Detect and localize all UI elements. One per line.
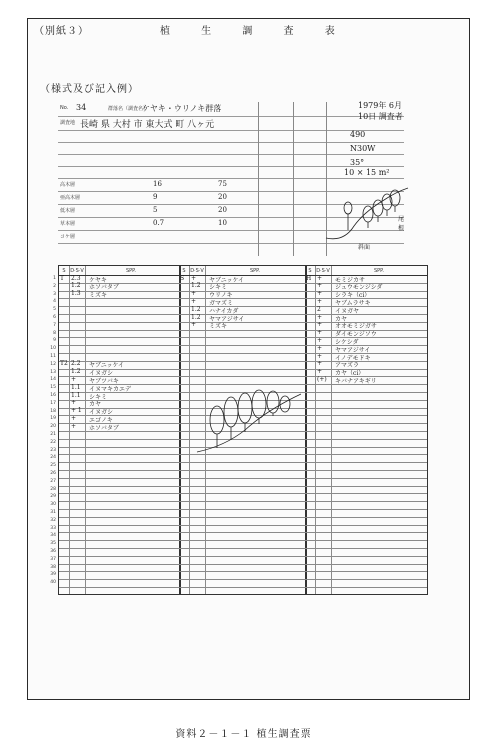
dominance-sociability: + [317, 290, 323, 298]
row-number: 22 [50, 439, 56, 445]
species-name: カヤ [335, 315, 348, 323]
row-number: 16 [50, 393, 56, 398]
species-name: ヤブムラサキ [335, 299, 371, 307]
survey-form-header [58, 102, 404, 256]
species-name: アマズラ [335, 362, 360, 370]
community-value: ケヤキ・ウリノキ群落 [142, 104, 222, 113]
row-number: 8 [53, 330, 56, 336]
table-row-line [59, 306, 427, 307]
row-number: 24 [50, 455, 56, 461]
species-name: ホソバタブ [89, 424, 119, 432]
row-number: 2 [53, 283, 56, 289]
column-header: SPP. [373, 268, 384, 274]
species-name: イヌガヤ [335, 307, 360, 315]
species-name: イヌマキカエデ [89, 385, 132, 393]
canopy-sketch [195, 380, 305, 460]
species-name: カヤ（ci） [335, 370, 365, 378]
row-number: 32 [50, 517, 56, 523]
dominance-sociability: 1.3 [71, 290, 81, 298]
row-number: 13 [50, 369, 56, 375]
no-label: No. [60, 105, 69, 111]
dominance-sociability: + [191, 290, 197, 298]
row-number: 31 [50, 510, 56, 515]
grid-col-line [305, 266, 307, 594]
dominance-sociability: + [317, 313, 323, 321]
column-header: D·S·V [190, 268, 204, 274]
dominance-sociability: + [317, 344, 323, 352]
grid-col-line [85, 266, 86, 594]
dominance-sociability: + [317, 352, 323, 360]
row-number: 10 [50, 346, 56, 352]
subheading: （様式及び記入例） [40, 84, 139, 95]
layer-height: 9 [153, 193, 158, 201]
dominance-sociability: + [71, 414, 77, 422]
species-name: シキミ [89, 393, 108, 401]
layer-height: 0.7 [153, 219, 165, 227]
species-name: イノデモドキ [335, 354, 371, 362]
row-number: 18 [50, 408, 56, 414]
dominance-sociability: + [317, 282, 323, 290]
species-name: キバナアキギリ [335, 377, 377, 385]
layer-name: コケ層 [60, 234, 76, 240]
row-number: 40 [50, 580, 56, 586]
table-row-line [59, 548, 427, 549]
dominance-sociability: 1.2 [71, 282, 81, 290]
slope-aspect-value: N30W [350, 144, 376, 153]
row-number: 34 [50, 533, 56, 539]
species-name: イヌガシ [89, 409, 114, 417]
row-number: 35 [50, 541, 56, 547]
column-header: SPP. [249, 268, 260, 274]
no-value: 34 [76, 103, 87, 112]
dominance-sociability: 2.3 [71, 274, 81, 282]
dominance-sociability: + [191, 297, 197, 305]
table-row-line [59, 532, 427, 533]
dominance-sociability: 1.1 [71, 383, 81, 391]
table-row-line [59, 470, 427, 471]
table-row-line [59, 571, 427, 572]
row-number: 14 [50, 377, 56, 383]
species-name: ダイモンジソウ [335, 331, 377, 339]
dominance-sociability: 2 [317, 305, 321, 313]
row-number: 11 [50, 354, 56, 359]
species-name: オオモミジガサ [335, 323, 377, 331]
form-row-number [58, 102, 404, 117]
stratum: T [60, 274, 65, 282]
row-number: 36 [50, 549, 56, 554]
column-header: S [308, 268, 312, 274]
grid-col-line [189, 266, 190, 594]
dominance-sociability: + [317, 329, 323, 337]
table-row-line [59, 493, 427, 494]
species-name: ミズキ [209, 323, 228, 331]
label-slope: 斜面 [358, 244, 371, 251]
layer-coverage: 20 [218, 193, 227, 201]
column-header: S [62, 268, 66, 274]
row-number: 23 [50, 447, 56, 453]
table-row-line [59, 587, 427, 588]
place-label: 調査地 [60, 120, 76, 126]
dominance-sociability: + [71, 399, 77, 407]
dominance-sociability: + [317, 360, 323, 368]
table-row-line [59, 517, 427, 518]
stratum: S [180, 274, 185, 282]
row-number: 25 [50, 463, 56, 469]
species-name: ジュウモンジシダ [335, 284, 383, 292]
table-row-line [59, 556, 427, 557]
species-name: ハナイカダ [209, 307, 239, 315]
form-row-place [58, 116, 404, 131]
row-number: 17 [50, 400, 56, 406]
stratum: T2 [60, 360, 68, 368]
table-row-line [59, 478, 427, 479]
table-row-line [59, 345, 427, 346]
slope-degree-value: 35° [350, 158, 365, 167]
table-row-line [59, 298, 427, 299]
row-number: 30 [50, 502, 56, 508]
area-value: 10 × 15 m² [344, 168, 390, 177]
dominance-sociability: + [317, 274, 323, 282]
species-name: イヌガシ [89, 370, 114, 378]
dominance-sociability: 1.2 [71, 368, 81, 376]
dominance-sociability: + [317, 321, 323, 329]
dominance-sociability: + [71, 375, 77, 383]
species-name: ウリノキ [209, 292, 233, 300]
species-name: ケヤキ [89, 276, 107, 284]
row-number: 4 [53, 299, 56, 305]
table-row-line [59, 353, 427, 354]
dominance-sociability: + [191, 321, 197, 329]
table-row-line [59, 462, 427, 463]
species-name: シケシダ [335, 338, 359, 346]
species-name: ヤブニッケイ [209, 276, 245, 284]
layer-coverage: 20 [218, 206, 227, 214]
dominance-sociability: 1.2 [191, 282, 201, 290]
species-name: ホソバタブ [89, 284, 119, 292]
layer-name: 草本層 [60, 221, 76, 227]
label-ridge: 尾根 [398, 216, 405, 232]
dominance-sociability: + [317, 297, 323, 305]
table-row-line [59, 525, 427, 526]
layer-coverage: 75 [218, 180, 227, 188]
row-number: 15 [50, 385, 56, 391]
layer-name: 高木層 [60, 182, 76, 188]
row-number: 5 [53, 307, 56, 313]
dominance-sociability: 1.1 [71, 391, 81, 399]
species-name: エゴノキ [89, 416, 113, 424]
dominance-sociability: + [191, 274, 197, 282]
layer-height: 5 [153, 206, 158, 214]
dominance-sociability: 1.2 [191, 305, 201, 313]
dominance-sociability: + [317, 368, 323, 376]
table-row-line [59, 579, 427, 580]
species-name: ミズキ [89, 292, 108, 300]
column-header: SPP. [125, 268, 136, 274]
layer-name: 低木層 [60, 208, 76, 214]
dominance-sociability: + [71, 422, 77, 430]
grid-col-line [179, 266, 181, 594]
altitude-value: 490 [350, 130, 366, 139]
place-value: 長崎 県 大村 市 東大式 町 八ヶ元 [80, 120, 215, 130]
row-number: 29 [50, 494, 56, 500]
community-label: 群落名（調査名） [108, 106, 149, 112]
row-number: 7 [53, 322, 56, 328]
table-row-line [59, 501, 427, 502]
row-number: 38 [50, 564, 56, 570]
row-number: 21 [50, 432, 56, 437]
species-name: ヤブニッケイ [89, 362, 125, 370]
row-number: 39 [50, 572, 56, 578]
dominance-sociability: 1.2 [191, 313, 201, 321]
layer-coverage: 10 [218, 219, 227, 227]
row-number: 26 [50, 471, 56, 476]
species-name: ヤマアジサイ [209, 315, 245, 323]
row-number: 1 [53, 276, 56, 281]
row-number: 27 [50, 478, 56, 484]
layer-height: 16 [153, 180, 162, 188]
date-text: 1979年 6月 10日 調査者 [358, 101, 403, 121]
grid-col-line [69, 266, 70, 594]
table-row-line [59, 486, 427, 487]
layer-name: 亜高木層 [60, 195, 81, 201]
table-row-line [59, 540, 427, 541]
column-header: S [182, 268, 186, 274]
row-number: 6 [53, 315, 56, 320]
dominance-sociability: + 1 [71, 407, 82, 415]
row-number: 9 [53, 338, 56, 344]
column-header: D·S·V [70, 268, 84, 274]
species-name: シキミ [209, 284, 228, 292]
species-name: カヤ [89, 401, 102, 409]
row-number: 37 [50, 556, 56, 562]
appendix-label: （別紙３） [34, 26, 89, 37]
table-row-line [59, 564, 427, 565]
dominance-sociability: + [317, 336, 323, 344]
species-name: シラキ（ci） [335, 292, 371, 300]
dominance-sociability: 2.2 [71, 360, 81, 368]
species-name: モミジカサ [335, 276, 366, 284]
species-name: ガマズミ [209, 299, 234, 307]
page-title: 植 生 調 査 表 [160, 26, 349, 37]
row-number: 28 [50, 486, 56, 492]
column-header: D·S·V [316, 268, 330, 274]
figure-caption: 資料２－１－１ 植生調査票 [175, 729, 312, 740]
dominance-sociability: (+) [317, 375, 327, 383]
species-name: ヤブツバキ [89, 377, 119, 385]
row-number: 12 [50, 361, 56, 367]
row-number: 19 [50, 416, 56, 422]
row-number: 20 [50, 424, 56, 430]
stratum: H [306, 274, 312, 282]
grid-col-line [315, 266, 316, 594]
table-row-line [59, 509, 427, 510]
species-name: ヤマアジサイ [335, 346, 371, 354]
row-number: 33 [50, 525, 56, 531]
grid-col-line [331, 266, 332, 594]
row-number: 3 [53, 291, 56, 297]
